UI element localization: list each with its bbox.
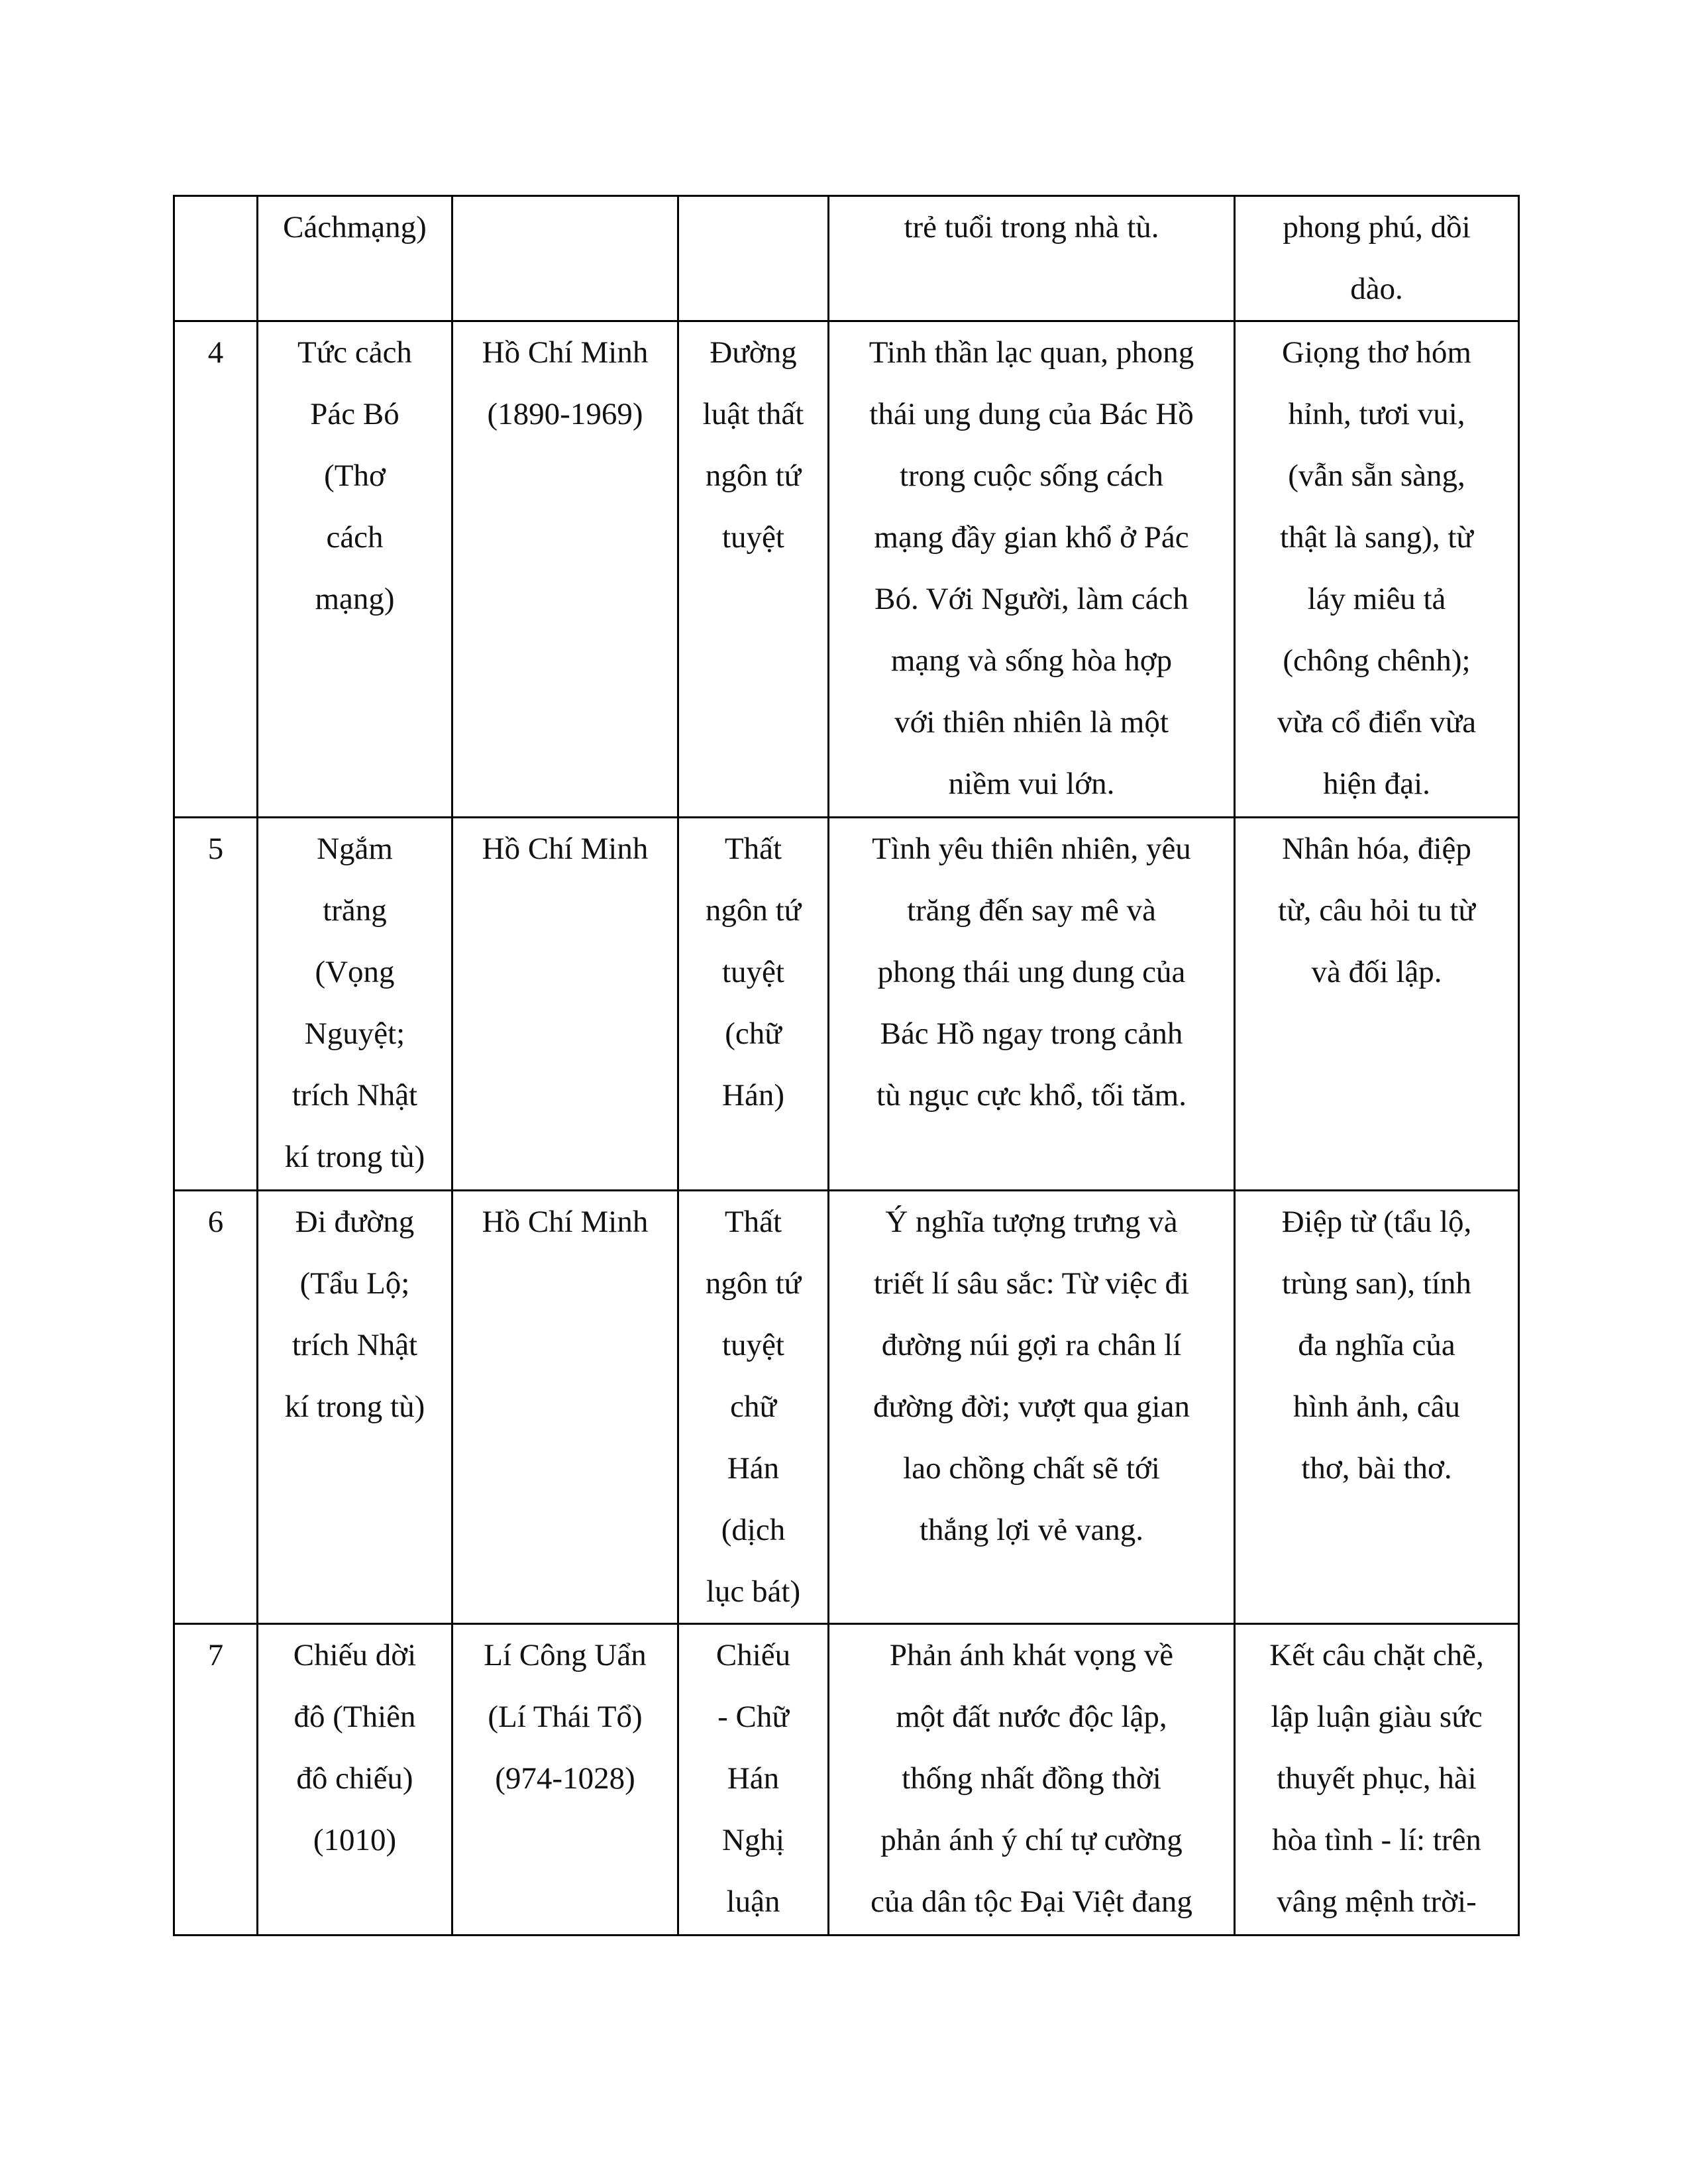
genre-cell: [678, 196, 829, 321]
row-number-cell: 7: [174, 1624, 258, 1936]
art-cell: Điệp từ (tẩu lộ, trùng san), tính đa nghĩa của hình ảnh, câu thơ, bài thơ.: [1235, 1191, 1519, 1624]
work-title-cell: Ngắm trăng (Vọng Nguyệt; trích Nhật kí trong tù): [258, 818, 452, 1191]
work-title-cell: Tức cảch Pác Bó (Thơ cách mạng): [258, 321, 452, 818]
author-cell: Lí Công Uẩn (Lí Thái Tổ) (974-1028): [452, 1624, 678, 1936]
art-cell: phong phú, dồi dào.: [1235, 196, 1519, 321]
table-row: [174, 1191, 1519, 1624]
table-row: [174, 321, 1519, 818]
work-title-cell: Chiếu dời đô (Thiên đô chiếu) (1010): [258, 1624, 452, 1936]
genre-cell: Thất ngôn tứ tuyệt (chữ Hán): [678, 818, 829, 1191]
table-row: [174, 196, 1519, 321]
genre-cell: Thất ngôn tứ tuyệt chữ Hán (dịch lục bát): [678, 1191, 829, 1624]
content-cell: Phản ánh khát vọng về một đất nước độc lập, thống nhất đồng thời phản ánh ý chí tự cường của dân tộc Đại Việt đang: [829, 1624, 1235, 1936]
row-number-cell: 5: [174, 818, 258, 1191]
art-cell: Nhân hóa, điệp từ, câu hỏi tu từ và đối lập.: [1235, 818, 1519, 1191]
author-cell: [452, 196, 678, 321]
row-number-cell: [174, 196, 258, 321]
author-cell: Hồ Chí Minh (1890-1969): [452, 321, 678, 818]
content-cell: Tinh thần lạc quan, phong thái ung dung của Bác Hồ trong cuộc sống cách mạng đầy gian khổ ở Pác Bó. Với Người, làm cách mạng và sống hòa hợp với thiên nhiên là một niềm vui lớn.: [829, 321, 1235, 818]
content-cell: Ý nghĩa tượng trưng và triết lí sâu sắc: Từ việc đi đường núi gợi ra chân lí đường đời; vượt qua gian lao chồng chất sẽ tới thắng lợi vẻ vang.: [829, 1191, 1235, 1624]
work-title-cell: Cáchmạng): [258, 196, 452, 321]
content-cell: Tình yêu thiên nhiên, yêu trăng đến say mê và phong thái ung dung của Bác Hồ ngay trong cảnh tù ngục cực khổ, tối tăm.: [829, 818, 1235, 1191]
row-number-cell: 6: [174, 1191, 258, 1624]
author-cell: Hồ Chí Minh: [452, 1191, 678, 1624]
work-title-cell: Đi đường (Tẩu Lộ; trích Nhật kí trong tù): [258, 1191, 452, 1624]
table-row: [174, 818, 1519, 1191]
art-cell: Kết câu chặt chẽ, lập luận giàu sức thuyết phục, hài hòa tình - lí: trên vâng mệnh trời-: [1235, 1624, 1519, 1936]
table-row: [174, 1624, 1519, 1936]
author-cell: Hồ Chí Minh: [452, 818, 678, 1191]
literature-table: [173, 195, 1520, 1936]
art-cell: Giọng thơ hóm hỉnh, tươi vui, (vẫn sẵn sàng, thật là sang), từ láy miêu tả (chông chênh); vừa cổ điển vừa hiện đại.: [1235, 321, 1519, 818]
content-cell: trẻ tuổi trong nhà tù.: [829, 196, 1235, 321]
genre-cell: Đường luật thất ngôn tứ tuyệt: [678, 321, 829, 818]
genre-cell: Chiếu - Chữ Hán Nghị luận: [678, 1624, 829, 1936]
row-number-cell: 4: [174, 321, 258, 818]
